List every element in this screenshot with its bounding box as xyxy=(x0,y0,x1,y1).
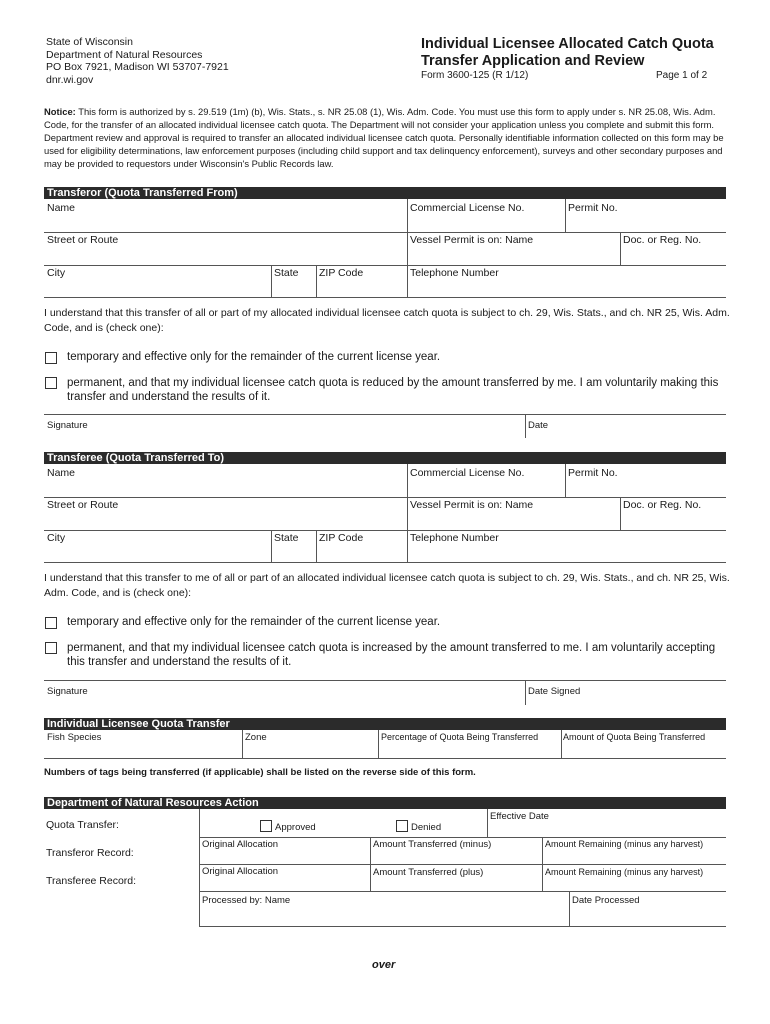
divider xyxy=(370,837,371,891)
transferor-vessel-permit-field[interactable]: Vessel Permit is on: Name xyxy=(410,234,534,246)
divider xyxy=(44,265,726,266)
divider xyxy=(271,530,272,562)
quota-transfer-section-header: Individual Licensee Quota Transfer xyxy=(44,718,726,730)
divider xyxy=(378,730,379,758)
transferee-street-field[interactable]: Street or Route xyxy=(47,499,119,511)
divider xyxy=(271,265,272,297)
divider xyxy=(487,809,488,837)
divider xyxy=(199,926,726,927)
transferor-street-field[interactable]: Street or Route xyxy=(47,234,119,246)
transferee-doc-reg-field[interactable]: Doc. or Reg. No. xyxy=(623,499,702,511)
processed-by-field[interactable]: Processed by: Name xyxy=(202,895,291,906)
divider xyxy=(561,730,562,758)
transferee-permit-field[interactable]: Permit No. xyxy=(568,467,618,479)
transferor-original-allocation-field[interactable]: Original Allocation xyxy=(202,839,279,850)
agency-line: State of Wisconsin xyxy=(46,36,133,48)
divider xyxy=(44,758,726,759)
transferor-amount-transferred-field[interactable]: Amount Transferred (minus) xyxy=(373,839,492,850)
title-line-1: Individual Licensee Allocated Catch Quota xyxy=(421,36,714,52)
divider xyxy=(525,680,526,705)
transferor-name-field[interactable]: Name xyxy=(47,202,76,214)
transferee-original-allocation-field[interactable]: Original Allocation xyxy=(202,866,279,877)
transferee-temporary-label: temporary and effective only for the remainder of the current license year. xyxy=(67,616,441,628)
transferee-section-header: Transferee (Quota Transferred To) xyxy=(44,452,726,464)
divider xyxy=(542,837,543,891)
divider xyxy=(565,464,566,497)
approved-checkbox[interactable] xyxy=(260,820,272,832)
approved-label: Approved xyxy=(275,822,316,833)
agency-line: dnr.wi.gov xyxy=(46,73,94,86)
transferor-temporary-checkbox[interactable] xyxy=(45,352,57,364)
transferor-signature-field[interactable]: Signature xyxy=(47,420,88,431)
quota-transfer-label: Quota Transfer: xyxy=(46,819,119,831)
transferee-permanent-checkbox[interactable] xyxy=(45,642,57,654)
transferee-amount-transferred-field[interactable]: Amount Transferred (plus) xyxy=(373,867,484,878)
divider xyxy=(407,199,408,297)
transferor-zip-field[interactable]: ZIP Code xyxy=(319,267,364,279)
dnr-action-section-header: Department of Natural Resources Action xyxy=(44,797,726,809)
denied-checkbox[interactable] xyxy=(396,820,408,832)
transferor-doc-reg-field[interactable]: Doc. or Reg. No. xyxy=(623,234,702,246)
transferor-section-header: Transferor (Quota Transferred From) xyxy=(44,187,726,199)
transferee-statement: I understand that this transfer to me of all or part of an allocated individual licensee catch quota is subject to ch. 29, Wis. Stats., and ch. NR 25, Wis. Adm. Code, and is (check one): xyxy=(44,572,730,599)
divider xyxy=(44,497,726,498)
transferor-permanent-label: permanent, and that my individual licensee catch quota is reduced by the amount transferred by me. I am voluntarily making this transfer and understand the results of it. xyxy=(67,377,719,403)
divider xyxy=(44,414,726,415)
divider xyxy=(199,864,726,865)
divider xyxy=(44,562,726,563)
agency-line: Department of Natural Resources xyxy=(46,48,203,61)
divider xyxy=(242,730,243,758)
transferee-signature-field[interactable]: Signature xyxy=(47,686,88,697)
divider xyxy=(565,199,566,232)
effective-date-field[interactable]: Effective Date xyxy=(490,811,549,822)
transferor-temporary-label: temporary and effective only for the remainder of the current license year. xyxy=(67,351,441,363)
amount-field[interactable]: Amount of Quota Being Transferred xyxy=(563,732,706,742)
notice-label: Notice: xyxy=(44,106,76,117)
transferor-permit-field[interactable]: Permit No. xyxy=(568,202,618,214)
transferor-city-field[interactable]: City xyxy=(47,267,66,279)
title-line-2: Transfer Application and Review xyxy=(421,53,645,69)
divider xyxy=(620,497,621,530)
divider xyxy=(316,265,317,297)
divider xyxy=(525,414,526,438)
transferor-record-label: Transferor Record: xyxy=(46,847,134,859)
transferee-permanent-label: permanent, and that my individual licensee catch quota is increased by the amount transferred to me. I am voluntarily accepting this transfer and understand the results of it. xyxy=(67,642,716,668)
divider xyxy=(407,464,408,562)
transferee-telephone-field[interactable]: Telephone Number xyxy=(410,532,499,544)
denied-label: Denied xyxy=(411,822,442,833)
fish-species-field[interactable]: Fish Species xyxy=(47,732,102,743)
over-indicator: over xyxy=(372,959,396,971)
tags-note: Numbers of tags being transferred (if applicable) shall be listed on the reverse side of this form. xyxy=(44,767,476,778)
divider xyxy=(199,809,200,926)
transferor-state-field[interactable]: State xyxy=(274,267,299,279)
divider xyxy=(44,530,726,531)
divider xyxy=(44,297,726,298)
form-number: Form 3600-125 (R 1/12) xyxy=(421,70,529,81)
transferee-city-field[interactable]: City xyxy=(47,532,66,544)
agency-line: PO Box 7921, Madison WI 53707-7921 xyxy=(46,61,229,73)
zone-field[interactable]: Zone xyxy=(245,732,267,743)
transferee-vessel-permit-field[interactable]: Vessel Permit is on: Name xyxy=(410,499,534,511)
divider xyxy=(569,891,570,926)
notice-text: This form is authorized by s. 29.519 (1m) (b), Wis. Stats., s. NR 25.08 (1), Wis. Adm. Code. You must use this form to apply under s. NR 25.08, Wis. Adm. Code, for the transfer of an allocated individual licensee catch quota. The Department will not consider your application unless you complete and submit this form. Department review and approval is required to transfer an allocated individual licensee catch quota. Personally identifiable information collected on this form may be used for eligibility determinations, law enforcement purposes (including child support and tax delinquency enforcement), surveys and other secondary purposes and may be provided to requestors under Wisconsin's Public Records law. xyxy=(44,106,724,169)
transferee-zip-field[interactable]: ZIP Code xyxy=(319,532,364,544)
divider xyxy=(44,232,726,233)
notice-paragraph xyxy=(44,106,724,171)
transferor-permanent-checkbox[interactable] xyxy=(45,377,57,389)
percentage-field[interactable]: Percentage of Quota Being Transferred xyxy=(381,732,539,742)
transferee-state-field[interactable]: State xyxy=(274,532,299,544)
transferee-commercial-license-field[interactable]: Commercial License No. xyxy=(410,467,525,479)
divider xyxy=(44,680,726,681)
form-title xyxy=(421,36,714,70)
divider xyxy=(199,837,726,838)
agency-address xyxy=(46,36,229,86)
transferor-commercial-license-field[interactable]: Commercial License No. xyxy=(410,202,525,214)
transferee-record-label: Transferee Record: xyxy=(46,875,137,887)
transferee-amount-remaining-field[interactable]: Amount Remaining (minus any harvest) xyxy=(545,867,704,877)
divider xyxy=(620,232,621,265)
divider xyxy=(199,891,726,892)
transferee-temporary-checkbox[interactable] xyxy=(45,617,57,629)
transferor-amount-remaining-field[interactable]: Amount Remaining (minus any harvest) xyxy=(545,839,704,849)
transferor-statement: I understand that this transfer of all or part of my allocated individual licensee catch quota is subject to ch. 29, Wis. Stats., and ch. NR 25, Wis. Adm. Code, and is (check one): xyxy=(44,307,730,334)
transferor-telephone-field[interactable]: Telephone Number xyxy=(410,267,499,279)
transferor-date-field[interactable]: Date xyxy=(528,420,549,431)
transferee-name-field[interactable]: Name xyxy=(47,467,76,479)
date-processed-field[interactable]: Date Processed xyxy=(572,895,640,906)
transferee-date-signed-field[interactable]: Date Signed xyxy=(528,686,581,697)
page-number: Page 1 of 2 xyxy=(656,70,708,81)
divider xyxy=(316,530,317,562)
